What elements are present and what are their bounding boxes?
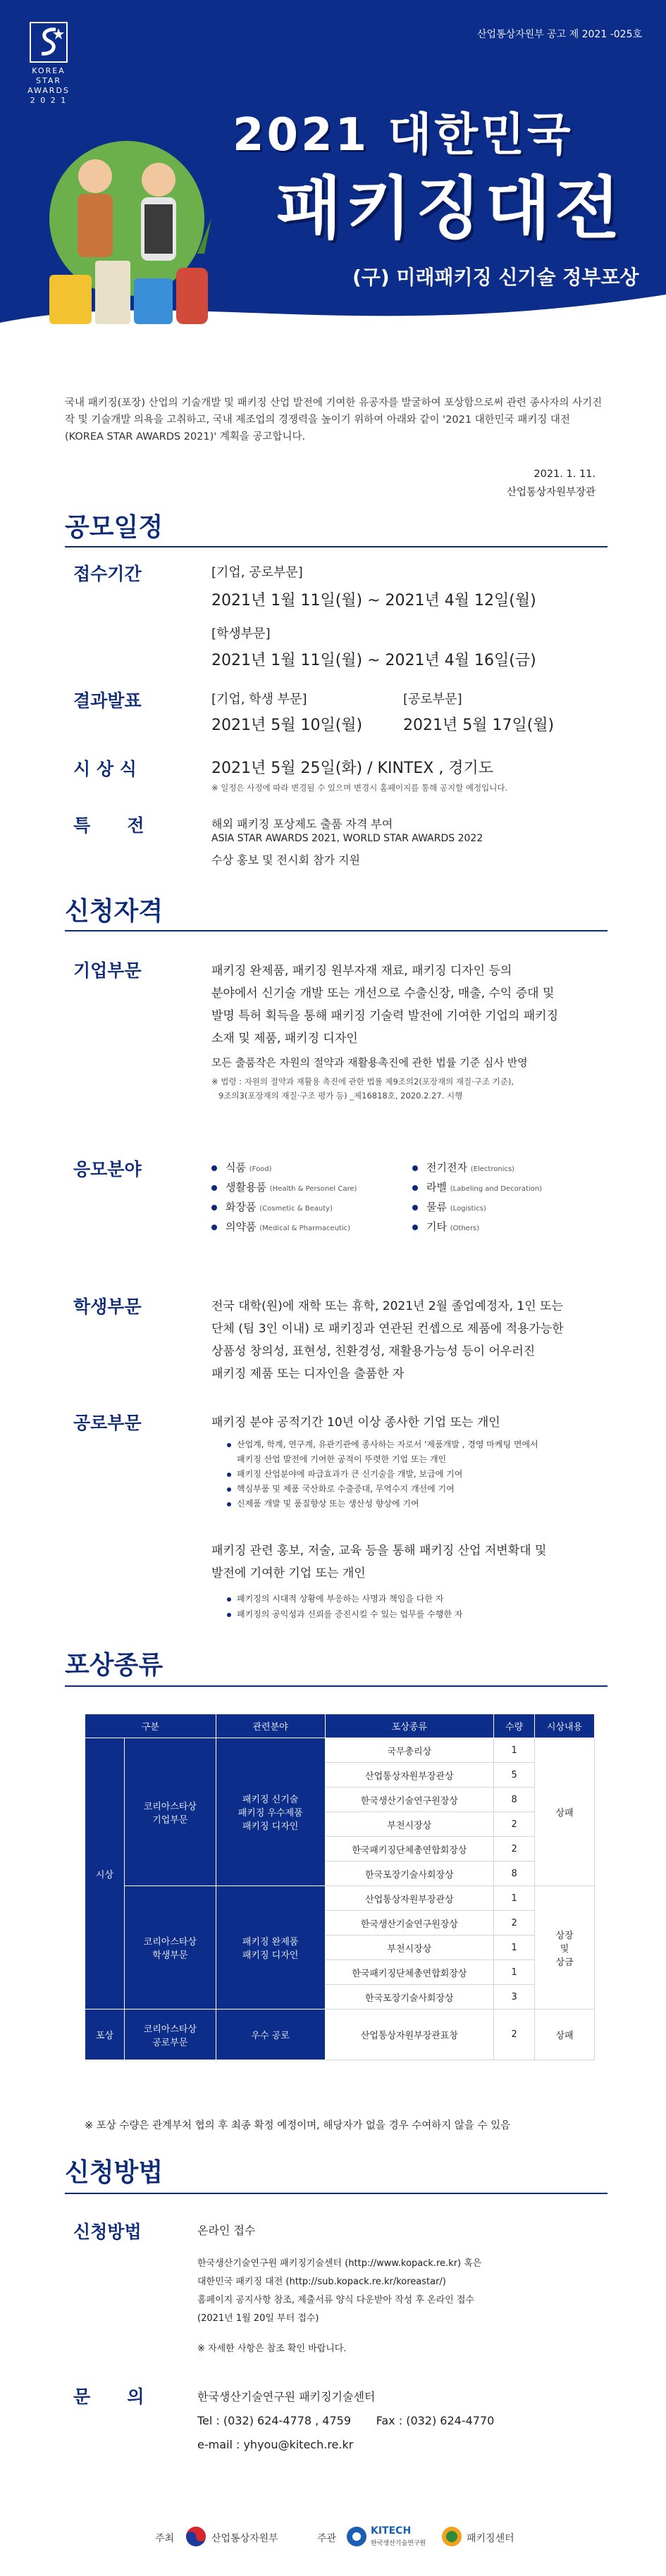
student-tag: [학생부문] — [211, 626, 271, 641]
merit-item: 패키징의 공익성과 신뢰를 증진시킬 수 있는 업무를 수행한 자 — [227, 1606, 462, 1622]
apply-divider — [65, 2193, 608, 2194]
corp-note-2: 9조의3(포장재의 재질·구조 평가 등) _제16818호, 2020.2.27. 시행 — [218, 1091, 463, 1101]
method-head: 온라인 접수 — [197, 2224, 256, 2237]
merit-label: 공로부문 — [73, 1413, 142, 1433]
field-name: 식품 — [226, 1161, 246, 1174]
merit-group-cell: 코리아스타상 공로부문 — [124, 2010, 216, 2060]
corp-label: 기업부문 — [73, 960, 142, 981]
issuer: 산업통상자원부장관 — [506, 487, 596, 498]
field-en: (Food) — [249, 1165, 272, 1173]
table-row — [85, 2010, 595, 2060]
prize-qty: 2 — [494, 1812, 535, 1837]
field-label: 응모분야 — [73, 1159, 142, 1179]
prize-qty: 8 — [494, 1862, 535, 1886]
prizes-divider — [65, 1685, 608, 1687]
corp-text-line: 소재 및 제품, 패키징 디자인 — [211, 1032, 358, 1046]
table-header-row — [85, 1714, 595, 1738]
method-label: 신청방법 — [73, 2222, 142, 2242]
bullet-icon — [227, 1487, 231, 1492]
taegeuk-emblem-icon — [185, 2525, 207, 2548]
title-line-1: 2021 대한민국 — [233, 109, 574, 161]
prize-qty: 1 — [494, 1886, 535, 1911]
field-labeling — [412, 1179, 542, 1198]
field-name: 의약품 — [226, 1220, 257, 1233]
bullet-icon — [211, 1165, 217, 1171]
org-label: 주관 — [317, 2533, 337, 2544]
field-en: (Labeling and Decoration) — [450, 1185, 543, 1193]
bullet-icon — [227, 1597, 231, 1602]
benefit-3: 수상 홍보 및 전시회 참가 지원 — [211, 853, 360, 867]
bullet-icon — [227, 1502, 231, 1506]
header-cell: 수량 — [494, 1714, 535, 1738]
prize-name: 한국생산기술연구원장상 — [325, 1911, 494, 1936]
prize-name: 부천시장상 — [325, 1936, 494, 1960]
bullet-icon — [412, 1165, 418, 1171]
benefit-2: ASIA STAR AWARDS 2021, WORLD STAR AWARDS 2022 — [211, 833, 483, 844]
merit-head-2b: 발전에 기여한 기업 또는 개인 — [211, 1566, 366, 1580]
method-lines — [197, 2255, 592, 2328]
kitech-name: KITECH — [371, 2525, 412, 2537]
student-field-cell: 패키징 완제품 패키징 디자인 — [216, 1886, 325, 2010]
field-name: 물류 — [426, 1201, 447, 1213]
corp-group-cell: 코리아스타상 기업부문 — [124, 1738, 216, 1886]
merit-head-2 — [211, 1540, 546, 1585]
student-text-line: 단체 (팀 3인 이내) 로 패키징과 연관된 컨셉으로 제품에 적용가능한 — [211, 1322, 564, 1336]
prize-name: 산업통상자원부장관상 — [325, 1763, 494, 1788]
header-cell: 관련분야 — [216, 1714, 325, 1738]
student-text — [211, 1295, 606, 1385]
contact-label: 문 의 — [73, 2386, 144, 2407]
bullet-icon — [412, 1185, 418, 1191]
bullet-icon — [227, 1613, 231, 1617]
prize-qty: 8 — [494, 1788, 535, 1812]
prize-name: 한국패키징단체총연합회장상 — [325, 1960, 494, 1985]
contact-tel: Tel : (032) 624-4778 , 4759 Fax : (032) 624-4770 — [197, 2414, 495, 2427]
ceremony-text: 2021년 5월 25일(화) / KINTEX , 경기도 — [211, 760, 494, 777]
corp-sub: 모든 출품작은 자원의 절약과 재활용촉진에 관한 법률 기준 심사 반영 — [211, 1056, 528, 1069]
field-en: (Others) — [450, 1225, 480, 1232]
method-note: ※ 자세한 사항은 참조 확인 바랍니다. — [197, 2343, 347, 2354]
benefit-1: 해외 패키징 포상제도 출품 자격 부여 — [211, 817, 393, 831]
corp-period: 2021년 1월 11일(월) ~ 2021년 4월 12일(월) — [211, 592, 536, 609]
contact-org: 한국생산기술연구원 패키징기술센터 — [197, 2390, 376, 2403]
apply-title: 신청방법 — [65, 2158, 164, 2187]
footer — [0, 2515, 666, 2558]
eligibility-title: 신청자격 — [65, 897, 164, 926]
schedule-title: 공모일정 — [65, 513, 164, 542]
bullet-icon — [412, 1205, 418, 1210]
student-label: 학생부문 — [73, 1296, 142, 1317]
bullet-icon — [211, 1225, 217, 1230]
field-en: (Logistics) — [450, 1205, 486, 1213]
student-content-cell: 상장 및 상금 — [535, 1886, 595, 2010]
merit-content-cell: 상패 — [535, 2010, 595, 2060]
prize-name: 산업통상자원부장관상 — [325, 1886, 494, 1911]
field-name: 화장품 — [226, 1201, 257, 1213]
logo-line-1: KOREA — [32, 66, 66, 75]
corp-text-line: 분야에서 신기술 개발 또는 개선으로 수출신장, 매출, 수익 증대 및 — [211, 986, 555, 1001]
student-period: 2021년 1월 11일(월) ~ 2021년 4월 16일(금) — [211, 652, 536, 669]
benefit-label: 특 전 — [73, 815, 144, 836]
contact-email: e-mail : yhyou@kitech.re.kr — [197, 2438, 354, 2451]
student-text-line: 전국 대학(원)에 재학 또는 휴학, 2021년 2월 졸업예정자, 1인 또는 — [211, 1299, 563, 1313]
prize-qty: 1 — [494, 1738, 535, 1763]
method-line: 한국생산기술연구원 패키징기술센터 (http://www.kopack.re.kr) 혹은 — [197, 2258, 482, 2269]
header-cell: 포상종류 — [325, 1714, 494, 1738]
header-cell: 시상내용 — [535, 1714, 595, 1738]
prize-qty: 2 — [494, 1837, 535, 1862]
result-date-1: 2021년 5월 10일(월) — [211, 717, 363, 734]
logo-line-3: AWARDS — [27, 86, 70, 95]
field-personal-care — [211, 1179, 357, 1198]
eligibility-divider — [65, 930, 608, 931]
title-line-2: 패키징대전 — [276, 169, 624, 248]
header-banner — [0, 0, 666, 337]
corp-tag: [기업, 공로부문] — [211, 565, 303, 580]
intro-paragraph: 국내 패키징(포장) 산업의 기술개발 및 패키징 산업 발전에 기여한 유공자를 발굴하여 포상함으로써 관련 종사자의 사기진작 및 기술개발 의욕을 고취하고, 국내 제조업의 경쟁력을 높이기 위하여 아래와 같이 '2021 대한민국 패키징 대전(KOREA STAR AWARDS 2021)' 계획을 공고합니다. — [65, 397, 603, 442]
prize-name: 한국포장기술사회장상 — [325, 1862, 494, 1886]
prize-note: ※ 포상 수량은 관계부처 협의 후 최종 확정 예정이며, 해당자가 없을 경우 수여하지 않을 수 있음 — [85, 2120, 511, 2131]
subtitle: (구) 미래패키징 신기술 정부포상 — [352, 266, 639, 289]
prize-qty: 2 — [494, 1911, 535, 1936]
merit-items-1 — [227, 1437, 538, 1511]
host-label: 주최 — [155, 2533, 175, 2544]
field-name: 생활용품 — [226, 1181, 266, 1194]
merit-item: 핵심부품 및 제품 국산화로 수출증대, 무역수지 개선에 기여 — [227, 1482, 538, 1497]
posang-cell: 포상 — [85, 2010, 125, 2060]
field-others — [412, 1218, 479, 1237]
prize-name: 산업통상자원부장관표창 — [325, 2010, 494, 2060]
star-logo-icon — [27, 21, 70, 63]
field-medical — [211, 1218, 350, 1237]
prize-qty: 3 — [494, 1985, 535, 2010]
merit-items-2 — [227, 1591, 462, 1622]
corp-text-line: 패키징 완제품, 패키징 원부자재 재료, 패키징 디자인 등의 — [211, 964, 512, 978]
merit-field-cell: 우수 공로 — [216, 2010, 325, 2060]
bullet-icon — [227, 1443, 231, 1447]
method-line: (2021년 1월 20일 부터 접수) — [197, 2313, 319, 2324]
bullet-icon — [227, 1473, 231, 1477]
prize-qty: 1 — [494, 1960, 535, 1985]
student-text-line: 상품성 창의성, 표현성, 친환경성, 재활용가능성 등이 어우러진 — [211, 1344, 536, 1358]
merit-item: 패키징의 시대적 상황에 부응하는 사명과 책임을 다한 자 — [227, 1591, 462, 1606]
method-line: 대한민국 패키징 대전 (http://sub.kopack.re.kr/koreastar/) — [197, 2277, 446, 2287]
korea-star-awards-logo — [21, 21, 76, 106]
merit-item: 패키징 산업분야에 파급효과가 큰 신기술을 개발, 보급에 기여 — [227, 1467, 538, 1482]
field-en: (Health & Personel Care) — [269, 1185, 357, 1193]
merit-item: 산업계, 학계, 연구계, 유관기관에 종사하는 자로서 '제품개발 , 경영 마케팅 면에서 — [227, 1437, 538, 1452]
kitech-sub: 한국생산기술연구원 — [371, 2540, 426, 2547]
field-name: 전기전자 — [426, 1161, 467, 1174]
people-with-packages-illustration — [28, 113, 226, 337]
packaging-center-logo-icon — [440, 2525, 463, 2548]
result-tag-1: [기업, 학생 부문] — [211, 692, 307, 707]
contact-block — [197, 2385, 494, 2457]
sisang-cell: 시상 — [85, 1738, 125, 2010]
student-group-cell: 코리아스타상 학생부문 — [124, 1886, 216, 2010]
bullet-icon — [211, 1205, 217, 1210]
header-cell: 구분 — [85, 1714, 216, 1738]
corp-field-cell: 패키징 신기술 패키징 우수제품 패키징 디자인 — [216, 1738, 325, 1886]
result-label: 결과발표 — [73, 691, 142, 711]
prizes-title: 포상종류 — [65, 1651, 164, 1680]
prize-name: 한국패키징단체총연합회장상 — [325, 1837, 494, 1862]
prize-qty: 5 — [494, 1763, 535, 1788]
field-name: 라벨 — [426, 1181, 447, 1194]
field-en: (Cosmetic & Beauty) — [259, 1205, 333, 1213]
field-name: 기타 — [426, 1220, 447, 1233]
corp-content-cell: 상패 — [535, 1738, 595, 1886]
merit-head-1: 패키징 분야 공적기간 10년 이상 종사한 기업 또는 개인 — [211, 1416, 500, 1430]
merit-item: 패키징 산업 발전에 기여한 공적이 뚜렷한 기업 또는 개인 — [237, 1454, 447, 1464]
field-cosmetic — [211, 1199, 333, 1218]
field-en: (Electronics) — [470, 1165, 515, 1173]
reception-label: 접수기간 — [73, 564, 142, 584]
packaging-center-name: 패키징센터 — [467, 2533, 514, 2544]
schedule-divider — [65, 546, 608, 547]
prize-name: 부천시장상 — [325, 1812, 494, 1837]
prize-qty: 2 — [494, 2010, 535, 2060]
notice-number: 산업통상자원부 공고 제 2021 -025호 — [477, 29, 642, 40]
issue-date: 2021. 1. 11. — [534, 469, 596, 480]
table-row — [85, 1738, 595, 1763]
field-logistics — [412, 1199, 486, 1218]
issue-info — [507, 465, 596, 502]
result-tag-2: [공로부문] — [403, 692, 462, 707]
corp-note-1: ※ 법령 : 자원의 절약과 재활용 촉진에 관한 법률 제9조의2(포장재의 재질·구조 기준), — [211, 1077, 514, 1086]
result-date-2: 2021년 5월 17일(월) — [403, 717, 555, 734]
prize-qty: 1 — [494, 1936, 535, 1960]
table-row — [85, 1886, 595, 1911]
host-name: 산업통상자원부 — [211, 2533, 278, 2544]
field-electronics — [412, 1159, 514, 1178]
bullet-icon — [211, 1185, 217, 1191]
ceremony-note: ※ 일정은 사정에 따라 변경될 수 있으며 변경시 홈페이지를 통해 공지할 예정입니다. — [211, 783, 508, 793]
kitech-logo-icon — [345, 2525, 368, 2548]
ceremony-label: 시 상 식 — [73, 759, 137, 779]
logo-line-2: STAR — [35, 76, 61, 85]
merit-head-2a: 패키징 관련 홍보, 저술, 교육 등을 통해 패키징 산업 저변확대 및 — [211, 1544, 547, 1558]
field-en: (Medical & Pharmaceutic) — [259, 1225, 351, 1232]
prize-table — [85, 1714, 595, 2060]
student-text-line: 패키징 제품 또는 디자인을 출품한 자 — [211, 1367, 405, 1381]
merit-item: 신제품 개발 및 품질향상 또는 생산성 향상에 기여 — [227, 1497, 538, 1511]
corp-text-line: 발명 특허 획득을 통해 패키징 기술력 발전에 기여한 기업의 패키징 — [211, 1009, 559, 1023]
logo-line-4: 2 0 2 1 — [30, 96, 68, 105]
corp-text — [211, 960, 606, 1050]
bullet-icon — [412, 1225, 418, 1230]
prize-name: 국무총리상 — [325, 1738, 494, 1763]
field-food — [211, 1159, 272, 1178]
prize-name: 한국포장기술사회장상 — [325, 1985, 494, 2010]
prize-name: 한국생산기술연구원장상 — [325, 1788, 494, 1812]
method-line: 홈페이지 공지사항 참조, 제출서류 양식 다운받아 작성 후 온라인 접수 — [197, 2295, 474, 2305]
